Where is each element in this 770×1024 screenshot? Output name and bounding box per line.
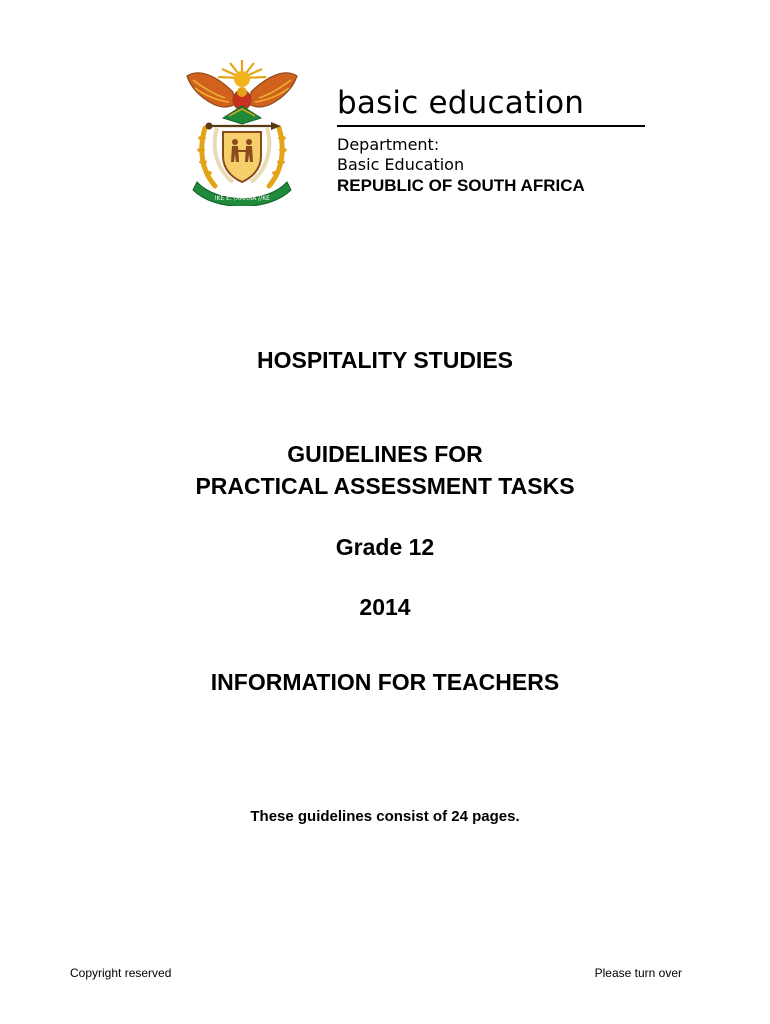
country-name: REPUBLIC OF SOUTH AFRICA: [337, 176, 585, 195]
crest-motto: !KE E: /XARRA //KE: [214, 195, 270, 202]
coat-of-arms-icon: [183, 58, 301, 206]
department-label: Department:: [337, 135, 440, 154]
department-name: Basic Education: [337, 155, 465, 174]
footer-turn-over: Please turn over: [594, 966, 682, 980]
audience-label: INFORMATION FOR TEACHERS: [210, 669, 560, 695]
page-count-note: These guidelines consist of 24 pages.: [250, 808, 520, 825]
sun-icon: [218, 60, 266, 87]
document-title-line-1: GUIDELINES FOR: [287, 441, 483, 467]
footer-copyright: Copyright reserved: [70, 966, 172, 980]
document-title-line-2: PRACTICAL ASSESSMENT TASKS: [195, 473, 575, 499]
motto-banner: [193, 182, 291, 206]
grade-label: Grade 12: [335, 534, 435, 560]
department-brand: [337, 84, 645, 197]
year-label: 2014: [359, 594, 411, 620]
brand-title: basic education: [337, 84, 645, 127]
subject-title: HOSPITALITY STUDIES: [256, 347, 513, 373]
shield-icon: [223, 132, 261, 182]
